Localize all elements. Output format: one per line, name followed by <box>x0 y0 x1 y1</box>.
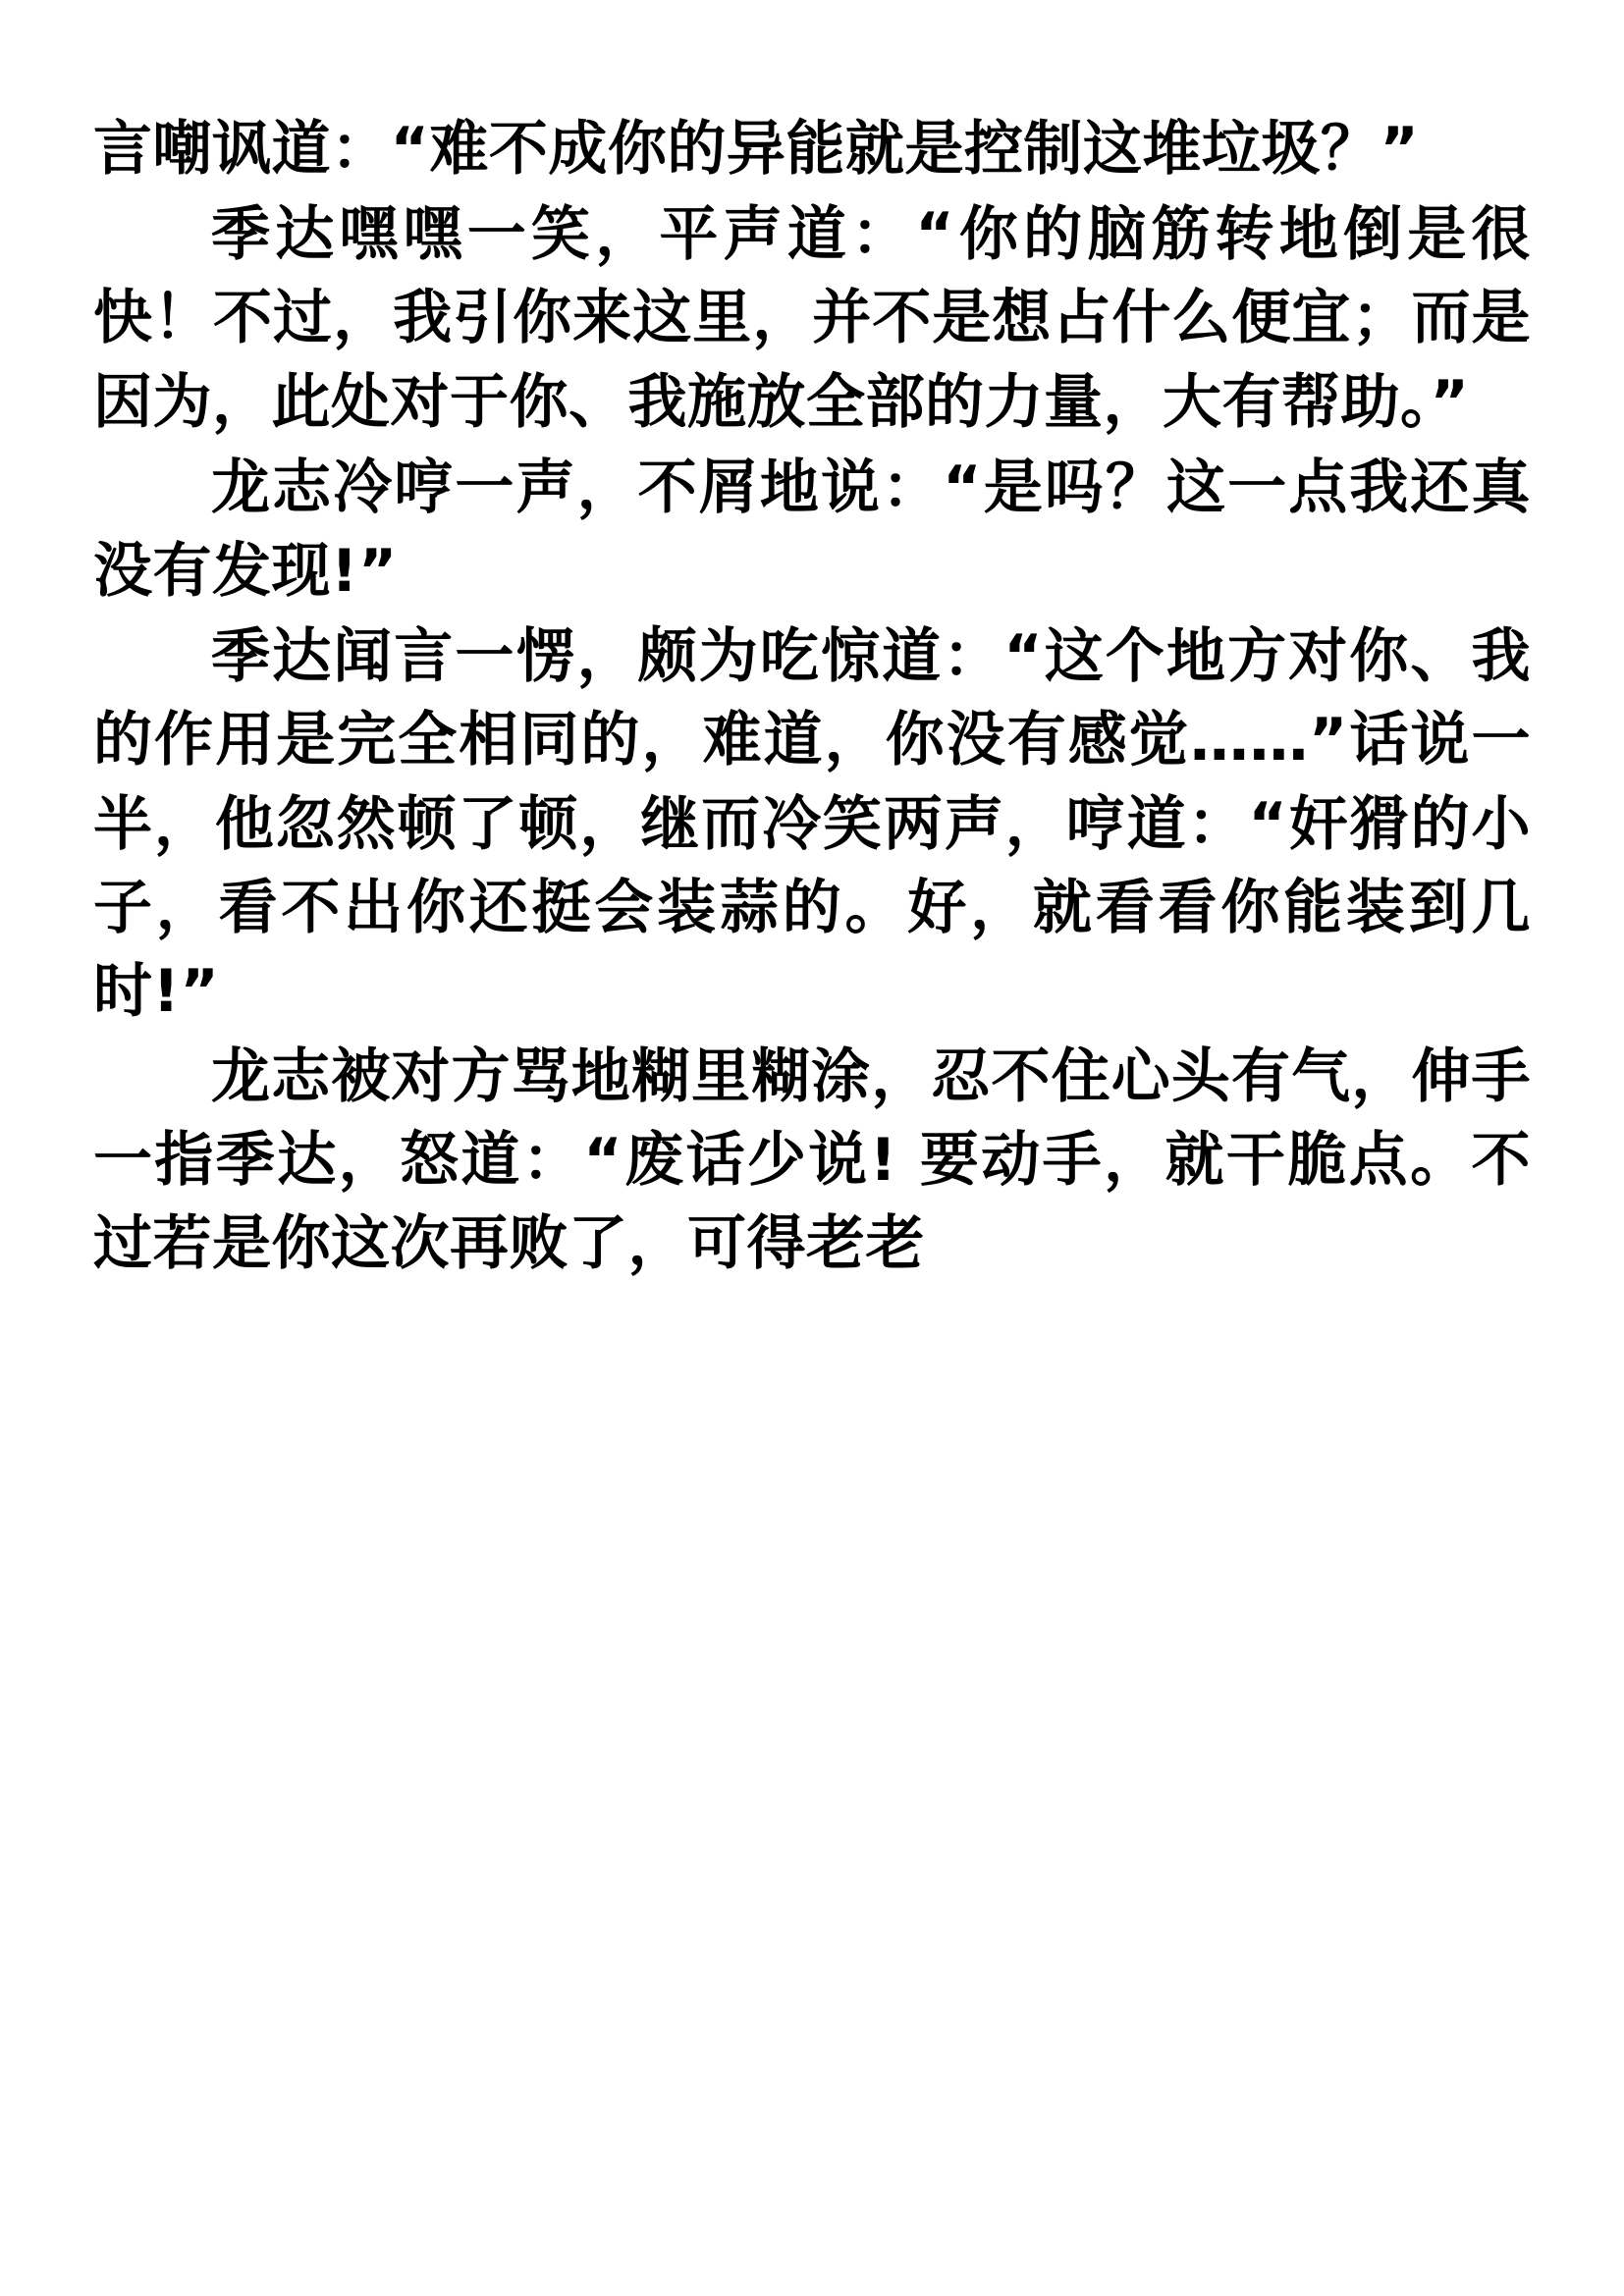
paragraph: 龙志冷哼一声，不屑地说：“是吗？这一点我还真没有发现!” <box>93 453 1531 606</box>
paragraph: 季达闻言一愣，颇为吃惊道：“这个地方对你、我的作用是完全相同的，难道，你没有感觉……”话说一半，他忽然顿了顿，继而冷笑两声，哼道：“奸猾的小子，看不出你还挺会装蒜的。好，就看看你能装到几时!” <box>93 622 1531 1026</box>
paragraph: 言嘲讽道：“难不成你的异能就是控制这堆垃圾？” <box>93 115 1420 184</box>
paragraph: 季达嘿嘿一笑，平声道：“你的脑筋转地倒是很快！不过，我引你来这里，并不是想占什么便宜；而是因为，此处对于你、我施放全部的力量，大有帮助。” <box>93 200 1531 437</box>
page-body <box>93 108 1531 1287</box>
paragraph: 龙志被对方骂地糊里糊涂，忍不住心头有气，伸手一指季达，怒道：“废话少说! 要动手，就干脆点。不过若是你这次再败了，可得老老 <box>93 1042 1531 1279</box>
